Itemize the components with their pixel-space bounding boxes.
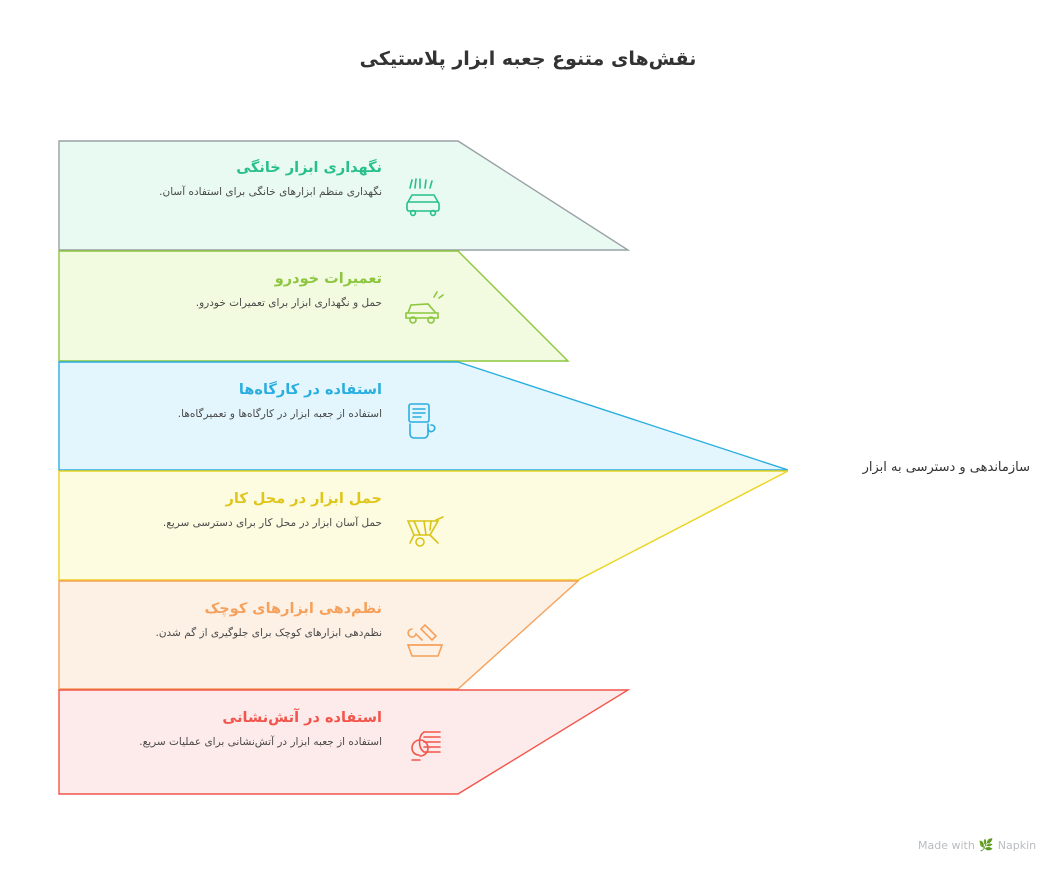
watermark-text: Made with	[918, 838, 975, 852]
row-text	[102, 269, 382, 311]
toolbox-workshop-icon	[400, 394, 452, 446]
diagram-row-1[interactable]	[58, 140, 478, 249]
row-description: استفاده از جعبه ابزار در کارگاه‌ها و تعمیرگاه‌ها.	[177, 408, 382, 420]
fire-hose-icon	[400, 722, 452, 774]
row-description: حمل و نگهداری ابزار برای تعمیرات خودرو.	[195, 297, 382, 309]
watermark-brand: Napkin	[997, 838, 1037, 852]
diagram-row-3[interactable]	[58, 362, 478, 471]
row-text	[102, 708, 382, 750]
wheelbarrow-icon	[400, 503, 452, 555]
napkin-watermark	[918, 838, 1036, 852]
diagram-row-2[interactable]	[58, 251, 478, 360]
row-description: حمل آسان ابزار در محل کار برای دسترسی سریع.	[162, 517, 382, 529]
row-title: نگهداری ابزار خانگی	[236, 160, 382, 176]
page-title: نقش‌های متنوع جعبه ابزار پلاستیکی	[359, 48, 697, 70]
row-title: حمل ابزار در محل کار	[225, 491, 382, 507]
row-title: استفاده در کارگاه‌ها	[238, 382, 382, 398]
row-description: استفاده از جعبه ابزار در آتش‌نشانی برای عملیات سریع.	[139, 736, 382, 748]
row-title: نظم‌دهی ابزارهای کوچک	[204, 601, 382, 617]
diagram-row-5[interactable]	[58, 581, 478, 690]
row-text	[102, 489, 382, 531]
row-text	[102, 158, 382, 200]
chevron-diagram	[58, 140, 788, 795]
small-tools-tray-icon	[400, 613, 452, 665]
outcome-label: سازماندهی و دسترسی به ابزار	[862, 460, 1030, 475]
row-title: استفاده در آتش‌نشانی	[222, 710, 382, 726]
row-text	[102, 599, 382, 641]
row-description: نگهداری منظم ابزارهای خانگی برای استفاده آسان.	[159, 186, 382, 198]
row-text	[102, 380, 382, 422]
car-icon	[400, 283, 452, 335]
house-tools-icon	[400, 172, 452, 224]
row-title: تعمیرات خودرو	[274, 271, 382, 287]
diagram-row-4[interactable]	[58, 471, 478, 580]
row-description: نظم‌دهی ابزارهای کوچک برای جلوگیری از گم شدن.	[155, 627, 382, 639]
diagram-row-6[interactable]	[58, 690, 478, 799]
leaf-icon: 🌿	[978, 838, 994, 852]
